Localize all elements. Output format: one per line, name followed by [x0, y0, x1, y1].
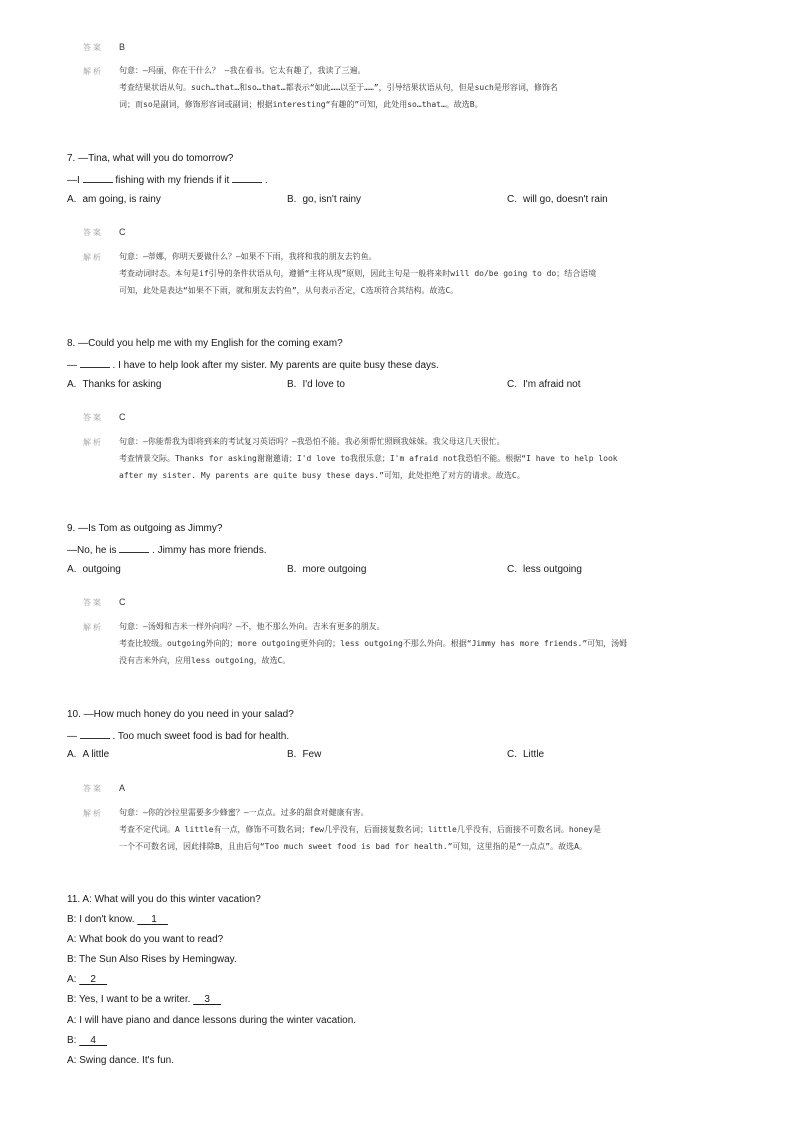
analysis-line: 词；而so是副词，修饰形容词或副词；根据interesting“有趣的”可知，此处用so…that…。故选B。 [119, 100, 483, 109]
analysis-line: 考查动词时态。本句是if引导的条件状语从句，遵循“主将从现”原则，因此主句是一般将来时will do/be going to do；结合语境 [119, 269, 597, 278]
analysis-line: 句意：—你的沙拉里需要多少蜂蜜？—一点点。过多的甜食对健康有害。 [119, 808, 369, 817]
q8-answer: C [119, 412, 126, 422]
analysis-line: 句意：—你能帮我为即将到来的考试复习英语吗？—我恐怕不能。我必须帮忙照顾我妹妹。我父母这几天很忙。 [119, 437, 505, 446]
q11-line: A: Swing dance. It's fun. [67, 1055, 174, 1066]
q11-line: A: 2 [67, 974, 107, 985]
q6-analysis [119, 62, 704, 113]
q9-answer: C [119, 597, 126, 607]
q9-stem-2: —No, he is . Jimmy has more friends. [67, 545, 267, 556]
answer-blank [80, 358, 110, 368]
q6-answer: B [119, 42, 126, 52]
q11-line: B: I don't know. 1 [67, 914, 168, 925]
q8-analysis [119, 433, 704, 484]
q11-line: B: 4 [67, 1035, 107, 1046]
answer-blank [119, 543, 149, 553]
q10-answer: A [119, 783, 126, 793]
q7-option-a[interactable]: A. am going, is rainy [67, 194, 161, 205]
q7-option-c[interactable]: C. will go, doesn't rain [507, 194, 608, 205]
analysis-line: 句意：—玛丽，你在干什么？ —我在看书。它太有趣了，我读了三遍。 [119, 66, 366, 75]
analysis-label: 解析 [83, 253, 103, 262]
q9-option-c[interactable]: C. less outgoing [507, 564, 582, 575]
q10-option-b[interactable]: B. Few [287, 749, 322, 760]
q11-line: A: I will have piano and dance lessons during the winter vacation. [67, 1015, 357, 1026]
answer-label: 答案 [83, 598, 103, 607]
analysis-line: 考查比较级。outgoing外向的；more outgoing更外向的；less outgoing不那么外向。根据“Jimmy has more friends.”可知，汤姆 [119, 639, 628, 648]
analysis-line: 句意：—汤姆和吉米一样外向吗？—不，他不那么外向。吉米有更多的朋友。 [119, 622, 385, 631]
q7-stem-2: —I fishing with my friends if it . [67, 175, 268, 186]
analysis-line: 考查不定代词。A little有一点，修饰不可数名词；few几乎没有，后面接复数名词；little几乎没有，后面接不可数名词。honey是 [119, 825, 601, 834]
q11-line: 11. A: What will you do this winter vacation? [67, 894, 261, 905]
q7-answer: C [119, 227, 126, 237]
analysis-label: 解析 [83, 438, 103, 447]
q7-stem: 7. —Tina, what will you do tomorrow? [67, 153, 234, 164]
answer-blank-4: 4 [90, 1035, 96, 1046]
analysis-line: 可知，此处是表达“如果不下雨，就和朋友去钓鱼”，从句表示否定，C选项符合其结构。故选C。 [119, 286, 459, 295]
q10-option-c[interactable]: C. Little [507, 749, 545, 760]
answer-blank [80, 729, 110, 739]
answer-blank-3: 3 [204, 994, 210, 1005]
answer-blank [232, 173, 262, 183]
answer-blank-2: 2 [90, 974, 96, 985]
q9-stem: 9. —Is Tom as outgoing as Jimmy? [67, 523, 223, 534]
analysis-line: 考查结果状语从句。such…that…和so…that…都表示“如此……以至于……”，引导结果状语从句，但是such是形容词，修饰名 [119, 83, 558, 92]
q11-line: B: Yes, I want to be a writer. 3 [67, 994, 221, 1005]
q8-option-b[interactable]: B. I'd love to [287, 379, 345, 390]
analysis-label: 解析 [83, 67, 103, 76]
answer-label: 答案 [83, 43, 103, 52]
q11-line: B: The Sun Also Rises by Hemingway. [67, 954, 237, 965]
q8-option-a[interactable]: A. Thanks for asking [67, 379, 162, 390]
q9-option-b[interactable]: B. more outgoing [287, 564, 367, 575]
analysis-line: 句意：—蒂娜，你明天要做什么？—如果不下雨，我将和我的朋友去钓鱼。 [119, 252, 377, 261]
answer-blank-1: 1 [151, 914, 157, 925]
q10-stem-2: — . Too much sweet food is bad for health. [67, 731, 290, 742]
q10-analysis [119, 804, 704, 855]
q8-stem: 8. —Could you help me with my English for the coming exam? [67, 338, 343, 349]
analysis-label: 解析 [83, 623, 103, 632]
analysis-line: 没有吉米外向，应用less outgoing，故选C。 [119, 656, 291, 665]
q7-analysis [119, 248, 704, 299]
analysis-line: after my sister. My parents are quite busy these days.”可知，此处拒绝了对方的请求。故选C。 [119, 471, 525, 480]
q8-stem-2: — . I have to help look after my sister. My parents are quite busy these days. [67, 360, 439, 371]
answer-label: 答案 [83, 413, 103, 422]
analysis-label: 解析 [83, 809, 103, 818]
q9-analysis [119, 618, 704, 669]
answer-label: 答案 [83, 784, 103, 793]
q7-option-b[interactable]: B. go, isn't rainy [287, 194, 362, 205]
q11-line: A: What book do you want to read? [67, 934, 224, 945]
q10-stem: 10. —How much honey do you need in your salad? [67, 709, 294, 720]
analysis-line: 一个不可数名词，因此排除B，且由后句“Too much sweet food is bad for health.”可知，这里指的是“一点点”。故选A。 [119, 842, 587, 851]
analysis-line: 考查情景交际。Thanks for asking谢谢邀请；I'd love to我很乐意；I'm afraid not我恐怕不能。根据“I have to help look [119, 454, 618, 463]
answer-label: 答案 [83, 228, 103, 237]
q9-option-a[interactable]: A. outgoing [67, 564, 121, 575]
q10-option-a[interactable]: A. A little [67, 749, 110, 760]
q8-option-c[interactable]: C. I'm afraid not [507, 379, 581, 390]
answer-blank [83, 173, 113, 183]
